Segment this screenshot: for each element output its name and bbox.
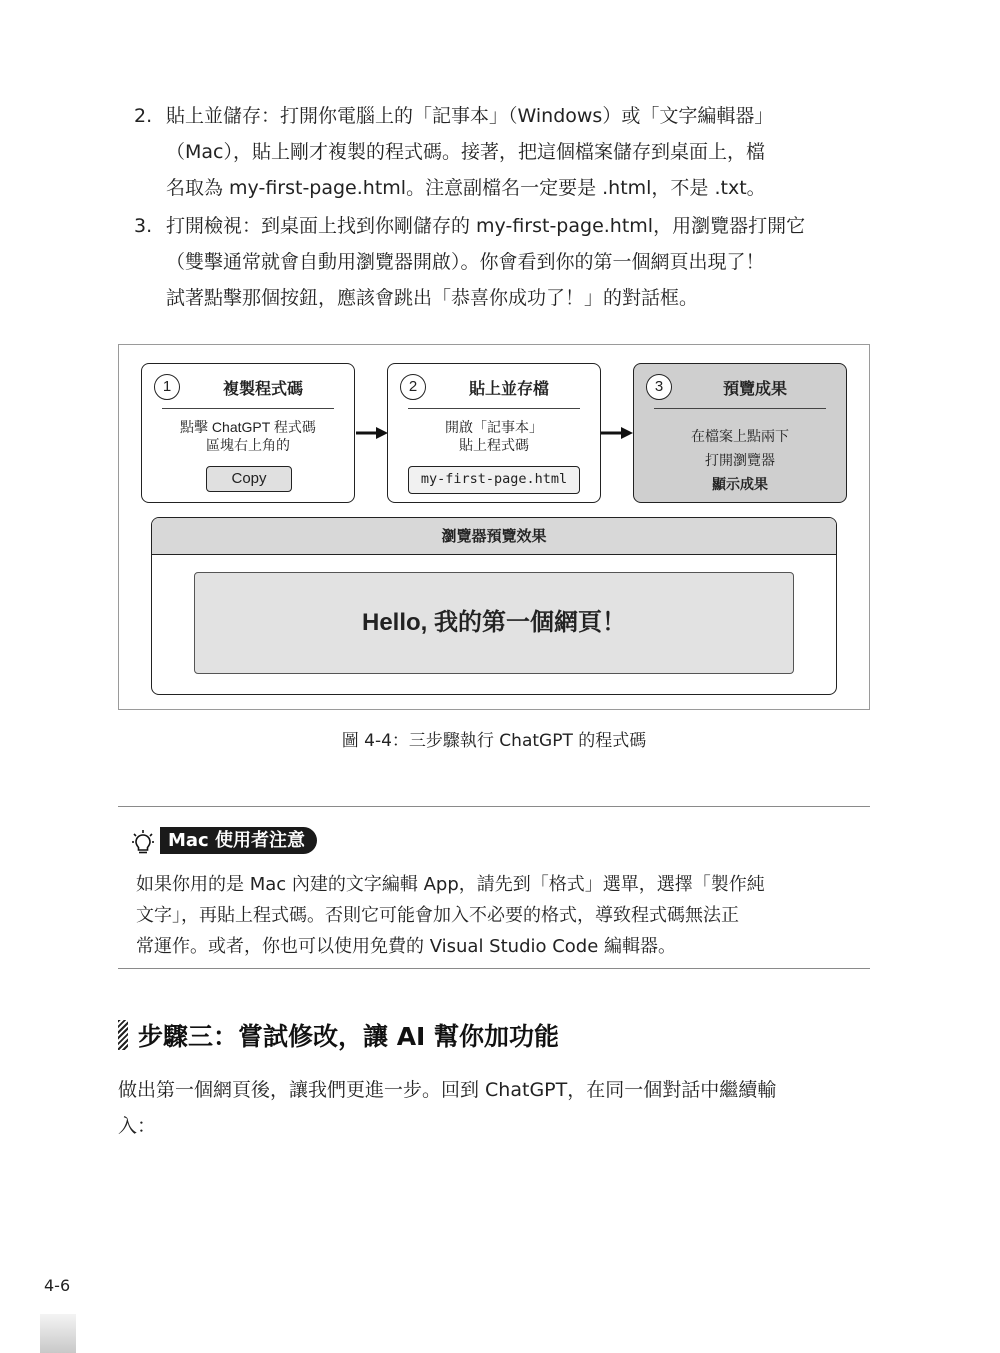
list-line: 貼上並儲存：打開你電腦上的「記事本」（Windows）或「文字編輯器」 xyxy=(166,105,774,127)
page-number: 4-6 xyxy=(44,1276,71,1295)
list-number: 2. xyxy=(134,105,153,127)
list-line: 名取為 my-first-page.html。注意副檔名一定要是 .html，不是 .txt。 xyxy=(166,177,766,199)
step-description xyxy=(640,424,840,496)
filename-box: my-first-page.html xyxy=(408,466,580,494)
step-title: 複製程式碼 xyxy=(222,379,303,398)
note-text xyxy=(136,869,856,962)
list-item xyxy=(134,98,874,206)
section-heading xyxy=(118,1020,559,1054)
note-line: 如果你用的是 Mac 內建的文字編輯 App，請先到「格式」選單，選擇「製作純 xyxy=(136,874,765,895)
step-description xyxy=(394,418,594,454)
figure-caption: 圖 4-4：三步驟執行 ChatGPT 的程式碼 xyxy=(341,731,647,751)
browser-preview xyxy=(151,517,837,695)
copy-button: Copy xyxy=(206,466,292,492)
step-line: 開啟「記事本」 xyxy=(445,419,543,435)
browser-title-bar: 瀏覽器預覽效果 xyxy=(152,518,836,555)
list-item xyxy=(134,208,874,316)
step-line: 貼上程式碼 xyxy=(459,437,529,453)
list-line: （雙擊通常就會自動用瀏覽器開啟）。你會看到你的第一個網頁出現了！ xyxy=(166,251,765,273)
step-line: 打開瀏覽器 xyxy=(705,452,775,468)
body-paragraph xyxy=(118,1072,874,1144)
note-title: Mac 使用者注意 xyxy=(160,827,317,854)
list-line: 試著點擊那個按鈕，應該會跳出「恭喜你成功了！」的對話框。 xyxy=(166,287,699,309)
arrow-right-icon xyxy=(356,427,388,439)
lightbulb-icon xyxy=(132,830,154,856)
step-number: 3 xyxy=(646,374,672,400)
step-description xyxy=(148,418,348,454)
page-tab xyxy=(40,1314,76,1353)
figure-diagram xyxy=(118,344,870,710)
heading-marker xyxy=(118,1020,128,1050)
note-line: 常運作。或者，你也可以使用免費的 Visual Studio Code 編輯器。 xyxy=(136,936,677,957)
step-line: 點擊 ChatGPT 程式碼 xyxy=(180,419,316,435)
step-line: 區塊右上角的 xyxy=(206,437,290,453)
list-number: 3. xyxy=(134,215,153,237)
note-box xyxy=(118,806,870,969)
list-line: （Mac），貼上剛才複製的程式碼。接著，把這個檔案儲存到桌面上，檔 xyxy=(166,141,765,163)
browser-content: Hello, 我的第一個網頁！ xyxy=(194,572,794,674)
heading-text: 步驟三：嘗試修改，讓 AI 幫你加功能 xyxy=(138,1022,560,1051)
note-line: 文字」，再貼上程式碼。否則它可能會加入不必要的格式，導致程式碼無法正 xyxy=(136,905,739,926)
step-box-paste xyxy=(387,363,601,503)
divider xyxy=(162,408,334,409)
arrow-right-icon xyxy=(601,427,633,439)
step-number: 1 xyxy=(154,374,180,400)
paragraph-line: 入： xyxy=(118,1115,157,1137)
step-box-preview xyxy=(633,363,847,503)
step-title: 預覽成果 xyxy=(722,379,787,398)
step-number: 2 xyxy=(400,374,426,400)
divider xyxy=(654,408,826,409)
step-line-bold: 顯示成果 xyxy=(712,476,768,492)
numbered-list xyxy=(134,98,874,318)
step-title: 貼上並存檔 xyxy=(468,379,549,398)
step-box-copy xyxy=(141,363,355,503)
divider xyxy=(408,408,580,409)
step-line: 在檔案上點兩下 xyxy=(691,428,789,444)
list-line: 打開檢視：到桌面上找到你剛儲存的 my-first-page.html，用瀏覽器打開它 xyxy=(166,215,806,237)
paragraph-line: 做出第一個網頁後，讓我們更進一步。回到 ChatGPT，在同一個對話中繼續輸 xyxy=(118,1079,777,1101)
